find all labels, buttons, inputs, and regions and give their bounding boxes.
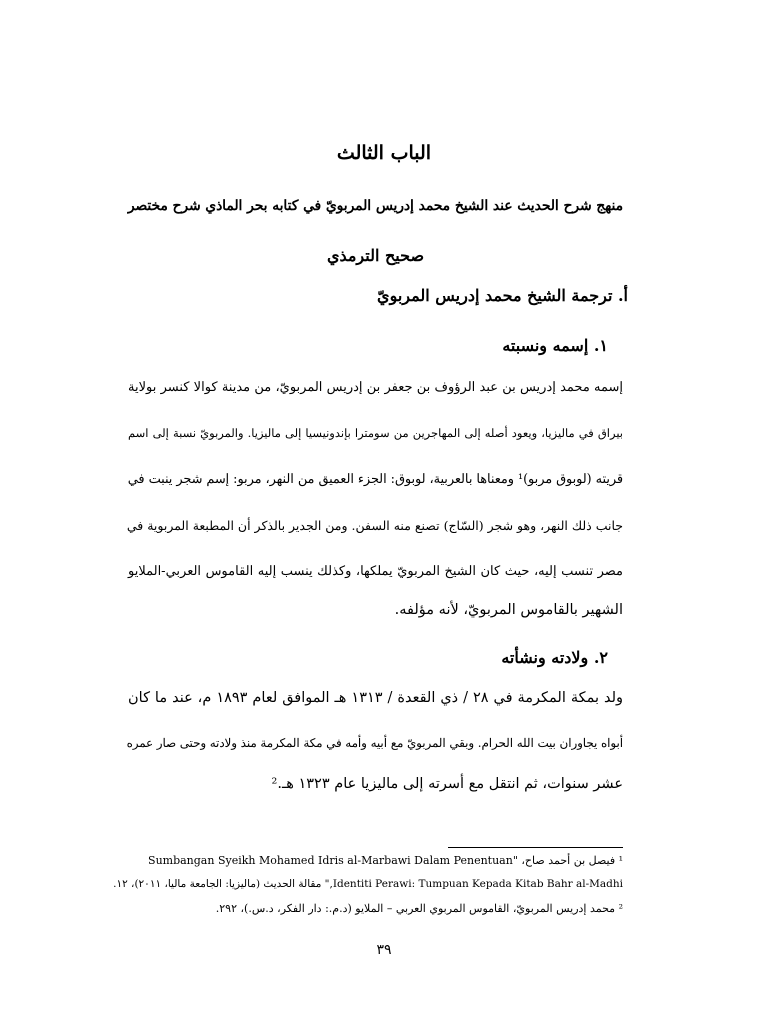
paragraph-line: جانب ذلك النهر، وهو شجر (السّاج) تصنع منه السفن. ومن الجدير بالذكر أن المطبعة المربوية في [126, 518, 623, 533]
paragraph-line: قريته (لوبوق مربو)¹ ومعناها بالعربية، لوبوق: الجزء العميق من النهر، مربو: إسم شجر ينبت في [127, 472, 623, 487]
footnote-separator [448, 847, 623, 848]
section-heading-a: أ. ترجمة الشيخ محمد إدريس المربويّ [377, 286, 628, 305]
paragraph-name-lineage [128, 380, 623, 640]
paragraph-line: إسمه محمد إدريس بن عبد الرؤوف بن جعفر بن إدريس المربويّ، من مدينة كوالا كنسر بولاية [128, 380, 623, 395]
paragraph-line: مصر تنسب إليه، حيث كان الشيخ المربويّ يملكها، وكذلك ينسب إليه القاموس العربي-الملايو [128, 564, 623, 579]
paragraph-line: بيراق في ماليزيا، ويعود أصله إلى المهاجرين من سومترا بإندونيسيا إلى ماليزيا. والمربويّ نسبة إلى اسم [128, 426, 623, 440]
footnote-1-continued: Identiti Perawi: Tumpuan Kepada Kitab Bahr al-Madhi," مقالة الحديث (ماليزيا: الجامعة ماليا، ٢٠١١)، ١٢. [113, 878, 623, 890]
page-number: ٣٩ [376, 942, 392, 958]
footnote-2: ² محمد إدريس المربويّ، القاموس المربوي العربي – الملايو (د.م.: دار الفكر، د.س.)، ٢٩٢. [215, 902, 623, 915]
subtitle-line-1: منهج شرح الحديث عند الشيخ محمد إدريس المربويّ في كتابه بحر الماذي شرح مختصر [127, 198, 623, 214]
paragraph-line: الشهير بالقاموس المربويّ، لأنه مؤلفه. [394, 602, 623, 618]
paragraph-line: عشر سنوات، ثم انتقل مع أسرته إلى ماليزيا عام ١٣٢٣ هـ.² [271, 776, 623, 792]
paragraph-line: ولد بمكة المكرمة في ٢٨ / ذي القعدة / ١٣١٣ هـ الموافق لعام ١٨٩٣ م، عند ما كان [128, 690, 624, 706]
footnote-1: ¹ فيصل بن أحمد صاح، "Sumbangan Syeikh Mohamed Idris al-Marbawi Dalam Penentuan [148, 854, 623, 867]
paragraph-birth-upbringing [128, 690, 623, 810]
section-heading-2: ٢. ولادته ونشأته [501, 648, 608, 667]
section-heading-1: ١. إسمه ونسبته [502, 336, 608, 355]
paragraph-line: أبواه يجاوران بيت الله الحرام. وبقي المربويّ مع أبيه وأمه في مكة المكرمة منذ ولادته وحتى صار عمره [126, 736, 623, 750]
chapter-title: الباب الثالث [336, 142, 432, 164]
subtitle-line-2: صحيح الترمذي [326, 246, 425, 265]
